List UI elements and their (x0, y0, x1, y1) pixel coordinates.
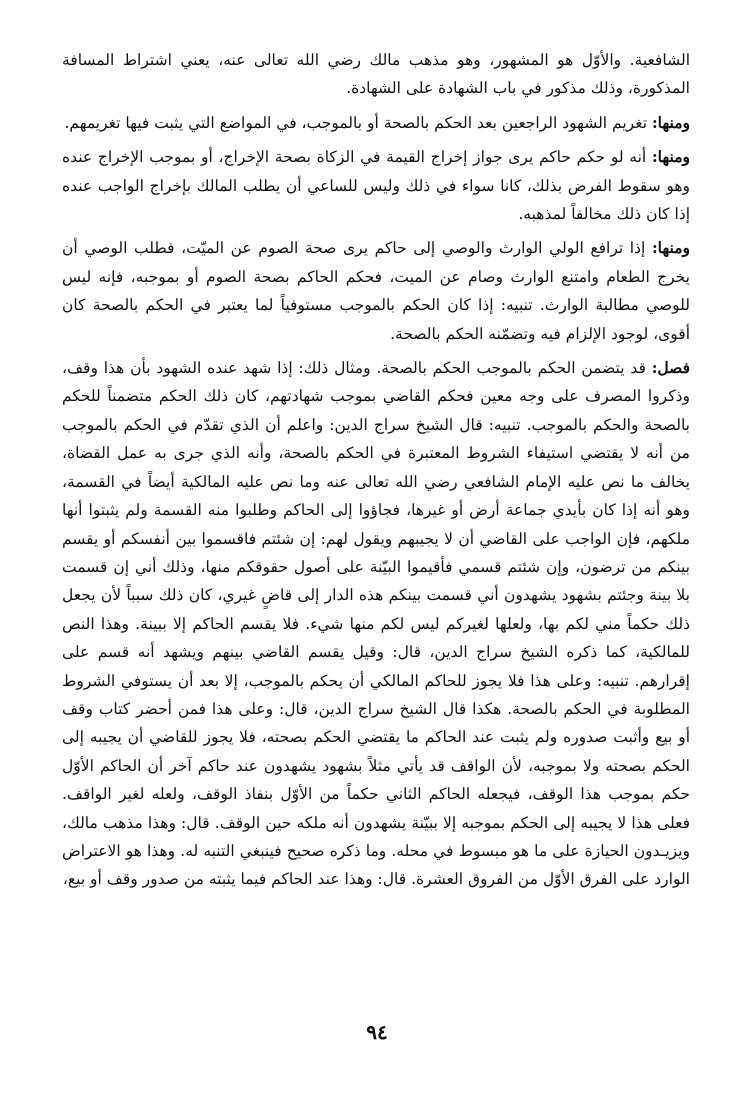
paragraph-5-lead: فصل: (651, 358, 690, 378)
page-body (62, 46, 690, 900)
paragraph-2-lead: ومنها: (651, 112, 690, 132)
paragraph-2 (62, 109, 690, 137)
page-number: ٩٤ (366, 1020, 388, 1044)
paragraph-5 (62, 354, 690, 894)
paragraph-1 (62, 46, 690, 103)
paragraph-4-text: إذا ترافع الولي الوارث والوصي إلى حاكم يرى صحة الصوم عن الميّت، فطلب الوصي أن يخرج الطعام وامتنع الوارث وصام عن الميت، فحكم الحاكم بصحة الصوم أو بموجبه، فإنه ليس للوصي مطالبة الوارث. تنبيه: إذا كان الحكم بالموجب مستوفياً لما يعتبر في الحكم بالصحة كان أقوى، لوجود الإلزام فيه وتضمّنه الحكم بالصحة. (62, 239, 690, 343)
paragraph-3-text: أنه لو حكم حاكم يرى جواز إخراج القيمة في الزكاة بصحة الإخراج، أو بموجب الإخراج عنده وهو سقوط الفرض بذلك، كانا سواء في ذلك وليس للساعي أن يطلب المالك بإخراج الواجب عنده إذا كان ذلك مخالفاً لمذهبه. (62, 148, 690, 224)
paragraph-4 (62, 234, 690, 348)
paragraph-3-lead: ومنها: (651, 147, 690, 167)
paragraph-2-text: تغريم الشهود الراجعين بعد الحكم بالصحة أو بالموجب، في المواضع التي يثبت فيها تغريمهم. (64, 113, 652, 132)
paragraph-3 (62, 143, 690, 228)
paragraph-5-text: قد يتضمن الحكم بالموجب الحكم بالصحة. ومثال ذلك: إذا شهد عنده الشهود بأن هذا وقف، وذكروا المصرف على وجه معين فحكم القاضي بموجب شهادتهم، كان ذلك الحكم متضمناً للحكم بالصحة والحكم بالموجب. تنبيه: قال الشيخ سراج الدين: واعلم أن الذي تقدّم في الحكم بالموجب من أنه لا يقتضي استيفاء الشروط المعتبرة في الحكم بالصحة، وأنه الذي جرى به عمل القضاة، يخالف ما نص عليه الإمام الشافعي رضي الله تعالى عنه وما نص عليه المالكية أيضاً في القسمة، وهو أنه إذا كان بأيدي جماعة أرض أو غيرها، فجاؤوا إلى الحاكم وطلبوا منه القسمة ولم يثبتوا أنها ملكهم، فإن الواجب على القاضي أن لا يجيبهم ويقول لهم: إن شئتم فاقسموا بين أنفسكم أو يقسم بينكم من ترضون، وإن شئتم قسمي فأقيموا البيّنة على أصول حقوقكم منها، وذلك أني إن قسمت بلا بينة وجئتم بشهود يشهدون أني قسمت بينكم هذه الدار إلى قاضٍ غيري، كان ذلك سبباً لأن يجعل ذلك حكماً مني لكم بها، ولعلها لغيركم ليس لكم منها شيء. فلا يقسم الحاكم إلا ببينة. وهذا النص للمالكية، كما ذكره الشيخ سراج الدين، قال: وقيل يقسم القاضي بينهم ويشهد أنه قسم على إقرارهم. تنبيه: وعلى هذا فلا يجوز للحاكم المالكي أن يحكم بالموجب، إلا بعد أن يستوفي الشروط المطلوبة في الحكم بالصحة. هكذا قال الشيخ سراج الدين، قال: وعلى هذا فمن أحضر كتاب وقف أو بيع وأثبت صدوره ولم يثبت عند الحاكم ما يقتضي الحكم بصحته، فلا يجوز للقاضي أن يجيبه إلى الحكم بصحته ولا بموجبه، لأن الواقف قد يأتي مثلاً بشهود يشهدون عند حاكم آخر أن الحاكم الأوّل حكم بموجب هذا الوقف، فيجعله الحاكم الثاني حكماً من الأوّل بنفاذ الوقف، ولعله لغير الواقف. فعلى هذا لا يجيبه إلى الحكم بموجبه إلا ببيّنة يشهدون أنه ملكه حين الوقف. قال: وهذا مذهب مالك، ويزيـدون الحيازة على ما هو مبسوط في محله. وما ذكره صحيح فينبغي التنبه له. وهذا هو الاعتراض الوارد على الفرق الأوّل من الفروق العشرة. قال: وهذا عند الحاكم فيما يثبته من صدور وقف أو بيع، (62, 359, 690, 889)
paragraph-1-text: الشافعية. والأوّل هو المشهور، وهو مذهب مالك رضي الله تعالى عنه، يعني اشتراط المسافة المذكورة، وذلك مذكور في باب الشهادة على الشهادة. (62, 51, 690, 98)
paragraph-4-lead: ومنها: (651, 238, 690, 258)
